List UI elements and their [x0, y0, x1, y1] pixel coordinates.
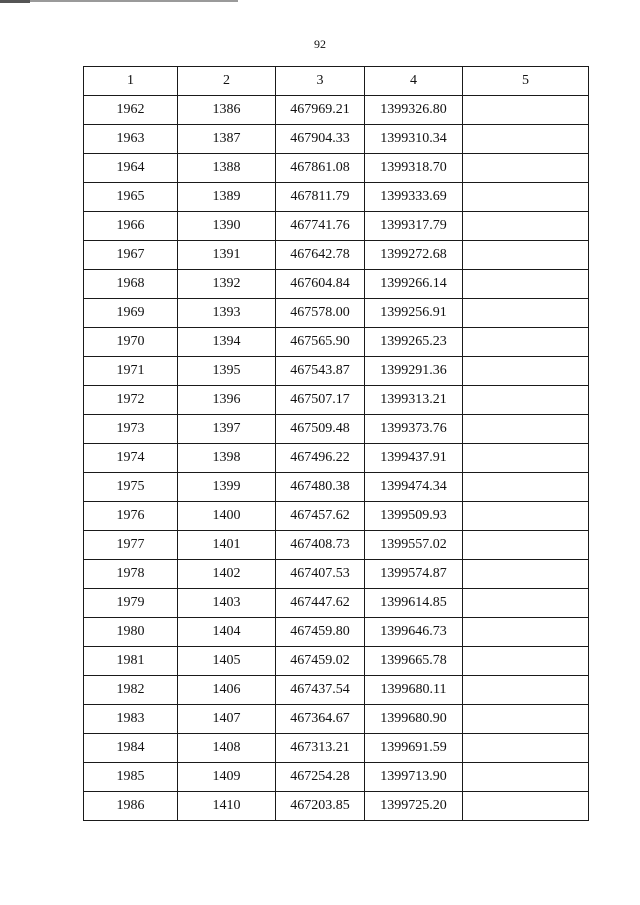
- table-cell-col-4: 1399691.59: [365, 734, 463, 763]
- table-cell-col-1: 1966: [84, 212, 178, 241]
- table-row: [84, 154, 589, 183]
- table-cell-col-1: 1975: [84, 473, 178, 502]
- table-cell-col-4: 1399614.85: [365, 589, 463, 618]
- table-cell-col-1: 1974: [84, 444, 178, 473]
- table-row: [84, 241, 589, 270]
- table-row: [84, 502, 589, 531]
- top-edge-line: [0, 0, 238, 2]
- table-cell-col-1: 1964: [84, 154, 178, 183]
- table-row: [84, 705, 589, 734]
- table-cell-col-3: 467408.73: [276, 531, 365, 560]
- table-row: [84, 618, 589, 647]
- table-body: [84, 96, 589, 821]
- table-cell-col-2: 1408: [178, 734, 276, 763]
- table-cell-col-4: 1399373.76: [365, 415, 463, 444]
- column-header-4: 4: [365, 67, 463, 96]
- column-header-1: 1: [84, 67, 178, 96]
- table-cell-col-2: 1399: [178, 473, 276, 502]
- table-cell-col-4: 1399725.20: [365, 792, 463, 821]
- column-header-5: 5: [463, 67, 589, 96]
- header-row: [84, 67, 589, 96]
- table-cell-col-5: [463, 444, 589, 473]
- table-cell-col-1: 1976: [84, 502, 178, 531]
- table-cell-col-3: 467447.62: [276, 589, 365, 618]
- table-cell-col-3: 467969.21: [276, 96, 365, 125]
- table-row: [84, 792, 589, 821]
- table-cell-col-3: 467642.78: [276, 241, 365, 270]
- table-cell-col-5: [463, 531, 589, 560]
- table-cell-col-4: 1399509.93: [365, 502, 463, 531]
- table-cell-col-2: 1392: [178, 270, 276, 299]
- table-cell-col-5: [463, 560, 589, 589]
- table-cell-col-5: [463, 357, 589, 386]
- table-cell-col-2: 1410: [178, 792, 276, 821]
- table-cell-col-4: 1399310.34: [365, 125, 463, 154]
- table-cell-col-3: 467578.00: [276, 299, 365, 328]
- table-cell-col-3: 467364.67: [276, 705, 365, 734]
- table-cell-col-2: 1403: [178, 589, 276, 618]
- table-cell-col-4: 1399272.68: [365, 241, 463, 270]
- table-cell-col-4: 1399680.90: [365, 705, 463, 734]
- table-cell-col-2: 1387: [178, 125, 276, 154]
- table-row: [84, 328, 589, 357]
- table-cell-col-5: [463, 676, 589, 705]
- table-row: [84, 386, 589, 415]
- table-cell-col-4: 1399665.78: [365, 647, 463, 676]
- table-row: [84, 357, 589, 386]
- table-cell-col-3: 467457.62: [276, 502, 365, 531]
- table-cell-col-1: 1983: [84, 705, 178, 734]
- table-cell-col-4: 1399437.91: [365, 444, 463, 473]
- table-row: [84, 676, 589, 705]
- table-cell-col-2: 1409: [178, 763, 276, 792]
- table-cell-col-1: 1977: [84, 531, 178, 560]
- table-cell-col-2: 1407: [178, 705, 276, 734]
- table-cell-col-5: [463, 299, 589, 328]
- table-cell-col-3: 467811.79: [276, 183, 365, 212]
- table-row: [84, 560, 589, 589]
- table-cell-col-5: [463, 647, 589, 676]
- table-cell-col-2: 1394: [178, 328, 276, 357]
- table-cell-col-1: 1970: [84, 328, 178, 357]
- table-cell-col-2: 1393: [178, 299, 276, 328]
- table-cell-col-3: 467459.80: [276, 618, 365, 647]
- column-header-2: 2: [178, 67, 276, 96]
- table-cell-col-5: [463, 270, 589, 299]
- table-cell-col-4: 1399333.69: [365, 183, 463, 212]
- table-cell-col-4: 1399313.21: [365, 386, 463, 415]
- table-cell-col-1: 1971: [84, 357, 178, 386]
- table-cell-col-2: 1389: [178, 183, 276, 212]
- table-cell-col-2: 1398: [178, 444, 276, 473]
- table-row: [84, 96, 589, 125]
- table-cell-col-4: 1399326.80: [365, 96, 463, 125]
- table-row: [84, 473, 589, 502]
- table-row: [84, 183, 589, 212]
- table-cell-col-3: 467861.08: [276, 154, 365, 183]
- table-cell-col-5: [463, 154, 589, 183]
- table-cell-col-1: 1972: [84, 386, 178, 415]
- table-cell-col-5: [463, 328, 589, 357]
- table-cell-col-1: 1985: [84, 763, 178, 792]
- table-cell-col-5: [463, 125, 589, 154]
- table-cell-col-5: [463, 618, 589, 647]
- top-edge-mark: [0, 0, 30, 3]
- table-cell-col-1: 1967: [84, 241, 178, 270]
- table-cell-col-5: [463, 705, 589, 734]
- table-cell-col-1: 1982: [84, 676, 178, 705]
- table-cell-col-3: 467480.38: [276, 473, 365, 502]
- table-cell-col-4: 1399317.79: [365, 212, 463, 241]
- table-cell-col-4: 1399474.34: [365, 473, 463, 502]
- table-cell-col-4: 1399318.70: [365, 154, 463, 183]
- table-cell-col-5: [463, 763, 589, 792]
- table-cell-col-5: [463, 386, 589, 415]
- table-row: [84, 647, 589, 676]
- table-cell-col-2: 1400: [178, 502, 276, 531]
- page-number: 92: [314, 37, 326, 51]
- table-row: [84, 763, 589, 792]
- table-cell-col-4: 1399291.36: [365, 357, 463, 386]
- table-cell-col-1: 1968: [84, 270, 178, 299]
- table-cell-col-2: 1395: [178, 357, 276, 386]
- table-cell-col-3: 467496.22: [276, 444, 365, 473]
- table-row: [84, 125, 589, 154]
- table-cell-col-2: 1397: [178, 415, 276, 444]
- table-cell-col-5: [463, 734, 589, 763]
- table-cell-col-3: 467604.84: [276, 270, 365, 299]
- table-cell-col-3: 467459.02: [276, 647, 365, 676]
- table-cell-col-1: 1979: [84, 589, 178, 618]
- table-row: [84, 734, 589, 763]
- table-cell-col-1: 1965: [84, 183, 178, 212]
- table-cell-col-3: 467254.28: [276, 763, 365, 792]
- table-cell-col-2: 1401: [178, 531, 276, 560]
- table-cell-col-5: [463, 241, 589, 270]
- table-cell-col-2: 1405: [178, 647, 276, 676]
- table-cell-col-4: 1399713.90: [365, 763, 463, 792]
- table-cell-col-5: [463, 502, 589, 531]
- table-row: [84, 299, 589, 328]
- table-header: [84, 67, 589, 96]
- table-cell-col-5: [463, 96, 589, 125]
- table-cell-col-3: 467509.48: [276, 415, 365, 444]
- table-cell-col-1: 1980: [84, 618, 178, 647]
- table-cell-col-1: 1969: [84, 299, 178, 328]
- table-cell-col-2: 1391: [178, 241, 276, 270]
- table-cell-col-5: [463, 212, 589, 241]
- table-cell-col-1: 1986: [84, 792, 178, 821]
- table-cell-col-4: 1399680.11: [365, 676, 463, 705]
- table-cell-col-5: [463, 589, 589, 618]
- table-cell-col-4: 1399646.73: [365, 618, 463, 647]
- table-cell-col-2: 1402: [178, 560, 276, 589]
- table-cell-col-4: 1399266.14: [365, 270, 463, 299]
- table-cell-col-1: 1978: [84, 560, 178, 589]
- table-row: [84, 415, 589, 444]
- coordinates-table: [83, 66, 589, 821]
- table-cell-col-2: 1390: [178, 212, 276, 241]
- column-header-3: 3: [276, 67, 365, 96]
- table-cell-col-1: 1981: [84, 647, 178, 676]
- table-cell-col-5: [463, 473, 589, 502]
- table-cell-col-2: 1406: [178, 676, 276, 705]
- table-row: [84, 444, 589, 473]
- table-cell-col-3: 467741.76: [276, 212, 365, 241]
- table-cell-col-4: 1399265.23: [365, 328, 463, 357]
- table-cell-col-3: 467565.90: [276, 328, 365, 357]
- table-cell-col-3: 467507.17: [276, 386, 365, 415]
- table-cell-col-3: 467313.21: [276, 734, 365, 763]
- table-cell-col-5: [463, 183, 589, 212]
- table-cell-col-3: 467203.85: [276, 792, 365, 821]
- table-cell-col-2: 1404: [178, 618, 276, 647]
- table-cell-col-3: 467904.33: [276, 125, 365, 154]
- table-cell-col-2: 1388: [178, 154, 276, 183]
- table-cell-col-1: 1973: [84, 415, 178, 444]
- table-cell-col-2: 1396: [178, 386, 276, 415]
- table-cell-col-3: 467543.87: [276, 357, 365, 386]
- table-cell-col-5: [463, 792, 589, 821]
- table-cell-col-3: 467407.53: [276, 560, 365, 589]
- table-cell-col-4: 1399574.87: [365, 560, 463, 589]
- table-cell-col-1: 1963: [84, 125, 178, 154]
- table-cell-col-4: 1399256.91: [365, 299, 463, 328]
- table-row: [84, 531, 589, 560]
- table-cell-col-3: 467437.54: [276, 676, 365, 705]
- table-cell-col-4: 1399557.02: [365, 531, 463, 560]
- table-row: [84, 589, 589, 618]
- table-row: [84, 212, 589, 241]
- table-row: [84, 270, 589, 299]
- table-cell-col-5: [463, 415, 589, 444]
- table-cell-col-2: 1386: [178, 96, 276, 125]
- table-cell-col-1: 1984: [84, 734, 178, 763]
- table-cell-col-1: 1962: [84, 96, 178, 125]
